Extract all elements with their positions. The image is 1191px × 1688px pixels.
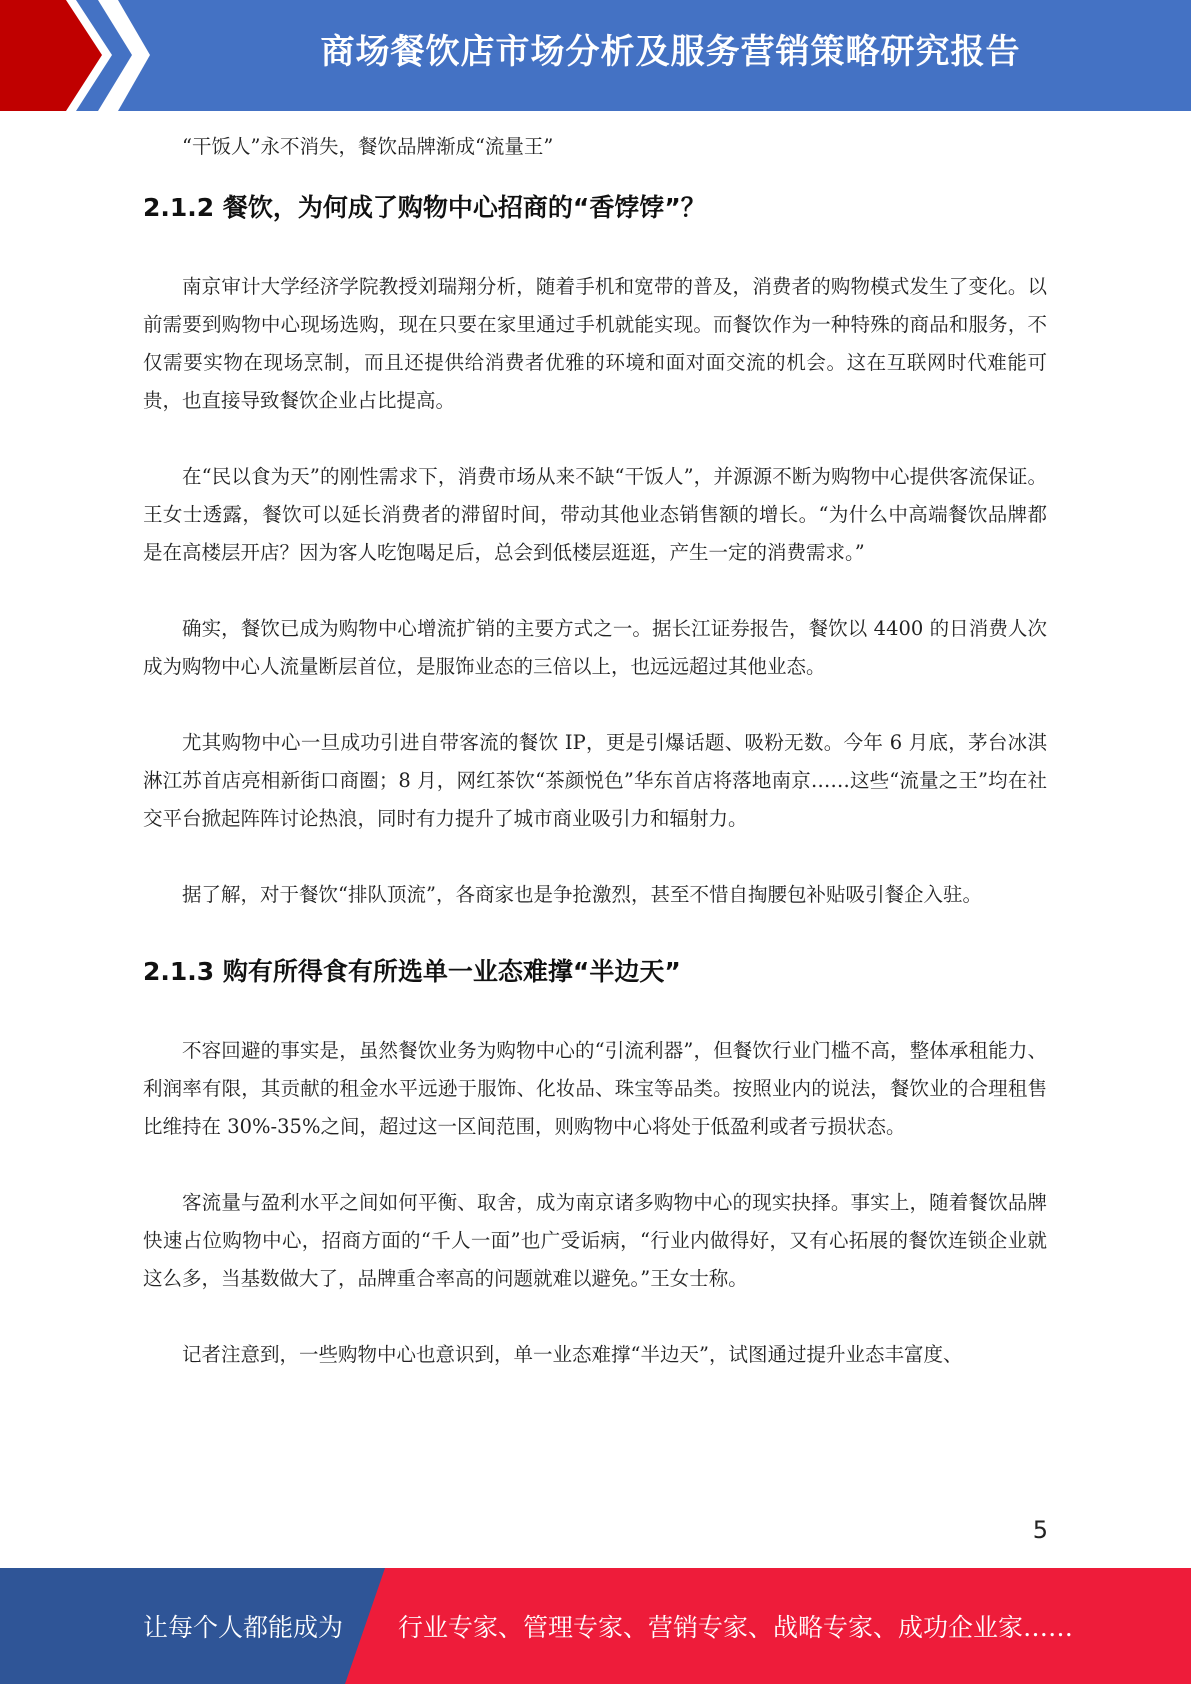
paragraph: 尤其购物中心一旦成功引进自带客流的餐饮 IP，更是引爆话题、吸粉无数。今年 6 月底，茅台冰淇淋江苏首店亮相新街口商圈；8 月，网红茶饮“茶颜悦色”华东首店将落地南京……这些“流量之王”均在社交平台掀起阵阵讨论热浪，同时有力提升了城市商业吸引力和辐射力。 [143, 731, 1047, 830]
paragraph: 南京审计大学经济学院教授刘瑞翔分析，随着手机和宽带的普及，消费者的购物模式发生了变化。以前需要到购物中心现场选购，现在只要在家里通过手机就能实现。而餐饮作为一种特殊的商品和服务，不仅需要实物在现场烹制，而且还提供给消费者优雅的环境和面对面交流的机会。这在互联网时代难能可贵，也直接导致餐饮企业占比提高。 [143, 275, 1047, 412]
document-body [143, 128, 1047, 1374]
paragraph: 不容回避的事实是，虽然餐饮业务为购物中心的“引流利器”，但餐饮行业门槛不高，整体承租能力、利润率有限，其贡献的租金水平远逊于服饰、化妆品、珠宝等品类。按照业内的说法，餐饮业的合理租售比维持在 30%-35%之间，超过这一区间范围，则购物中心将处于低盈利或者亏损状态。 [143, 1039, 1047, 1138]
paragraph: 客流量与盈利水平之间如何平衡、取舍，成为南京诸多购物中心的现实抉择。事实上，随着餐饮品牌快速占位购物中心，招商方面的“千人一面”也广受诟病，“行业内做得好，又有心拓展的餐饮连锁企业就这么多，当基数做大了，品牌重合率高的问题就难以避免。”王女士称。 [143, 1191, 1047, 1290]
document-title: 商场餐饮店市场分析及服务营销策略研究报告 [320, 32, 1021, 72]
section-heading-2-1-3: 2.1.3 购有所得食有所选单一业态难撑“半边天” [143, 957, 681, 986]
page-footer [0, 1568, 1191, 1684]
header-chevron-decoration [0, 0, 160, 111]
page-number: 5 [1032, 1516, 1048, 1544]
section-heading-2-1-2: 2.1.2 餐饮，为何成了购物中心招商的“香饽饽”？ [143, 193, 706, 222]
footer-slogan-left: 让每个人都能成为 [143, 1613, 344, 1642]
lead-line: “干饭人”永不消失，餐饮品牌渐成“流量王” [182, 135, 554, 158]
paragraph: 据了解，对于餐饮“排队顶流”，各商家也是争抢激烈，甚至不惜自掏腰包补贴吸引餐企入驻。 [182, 883, 982, 906]
paragraph: 确实，餐饮已成为购物中心增流扩销的主要方式之一。据长江证券报告，餐饮以 4400 的日消费人次成为购物中心人流量断层首位，是服饰业态的三倍以上，也远远超过其他业态。 [143, 617, 1047, 678]
paragraph: 在“民以食为天”的刚性需求下，消费市场从来不缺“干饭人”，并源源不断为购物中心提供客流保证。王女士透露，餐饮可以延长消费者的滞留时间，带动其他业态销售额的增长。“为什么中高端餐饮品牌都是在高楼层开店？因为客人吃饱喝足后，总会到低楼层逛逛，产生一定的消费需求。” [143, 465, 1047, 564]
page-header [0, 0, 1191, 111]
footer-slogan-right: 行业专家、管理专家、营销专家、战略专家、成功企业家…… [398, 1613, 1074, 1642]
paragraph: 记者注意到，一些购物中心也意识到，单一业态难撑“半边天”，试图通过提升业态丰富度、 [182, 1343, 963, 1366]
